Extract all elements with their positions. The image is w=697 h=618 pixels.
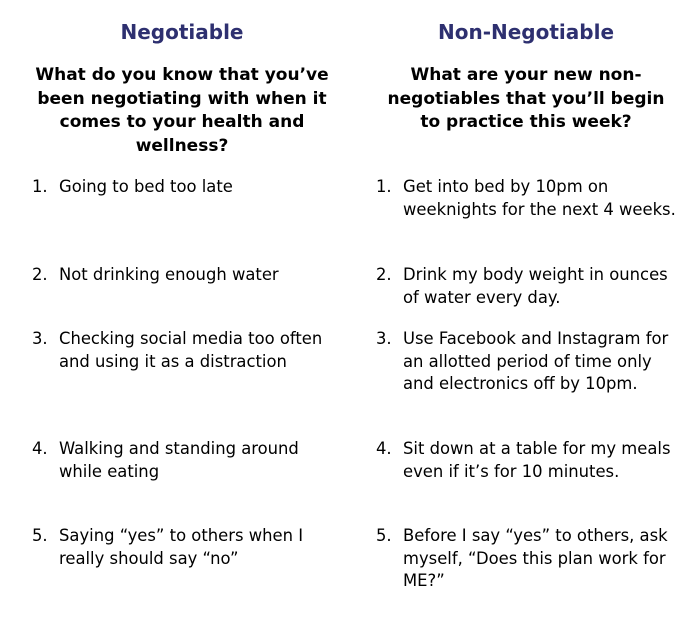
- item-text: Not drinking enough water: [59, 265, 279, 284]
- item-number: 3.: [376, 329, 392, 348]
- item-text: Drink my body weight in ounces of water every day.: [403, 265, 668, 307]
- item-text: Saying “yes” to others when I really should say “no”: [59, 526, 304, 568]
- item-number: 3.: [32, 329, 48, 348]
- item-number: 1.: [32, 177, 48, 196]
- list-item: [376, 525, 676, 593]
- list-item: [376, 328, 676, 396]
- list-item: [32, 438, 332, 483]
- list-item: [376, 176, 676, 221]
- negotiable-question: What do you know that you’ve been negotiating with when it comes to your health and wellness?: [35, 65, 329, 156]
- item-text: Use Facebook and Instagram for an allotted period of time only and electronics off by 10pm.: [403, 329, 669, 393]
- item-number: 4.: [376, 439, 392, 458]
- list-item: [32, 176, 332, 199]
- item-number: 2.: [376, 265, 392, 284]
- item-text: Sit down at a table for my meals even if it’s for 10 minutes.: [403, 439, 671, 481]
- list-item: [32, 264, 332, 287]
- negotiable-title: Negotiable: [120, 20, 244, 44]
- item-text: Checking social media too often and using it as a distraction: [59, 329, 323, 371]
- list-item: [32, 328, 332, 373]
- non-negotiable-question: What are your new non-negotiables that you’ll begin to practice this week?: [387, 65, 665, 132]
- non-negotiable-title: Non-Negotiable: [437, 20, 615, 44]
- item-number: 5.: [32, 526, 48, 545]
- item-number: 2.: [32, 265, 48, 284]
- item-text: Going to bed too late: [59, 177, 233, 196]
- list-item: [32, 525, 332, 570]
- item-number: 1.: [376, 177, 392, 196]
- item-number: 5.: [376, 526, 392, 545]
- item-text: Get into bed by 10pm on weeknights for the next 4 weeks.: [403, 177, 676, 219]
- item-text: Before I say “yes” to others, ask myself, “Does this plan work for ME?”: [403, 526, 668, 590]
- item-number: 4.: [32, 439, 48, 458]
- list-item: [376, 264, 676, 309]
- list-item: [376, 438, 676, 483]
- item-text: Walking and standing around while eating: [59, 439, 299, 481]
